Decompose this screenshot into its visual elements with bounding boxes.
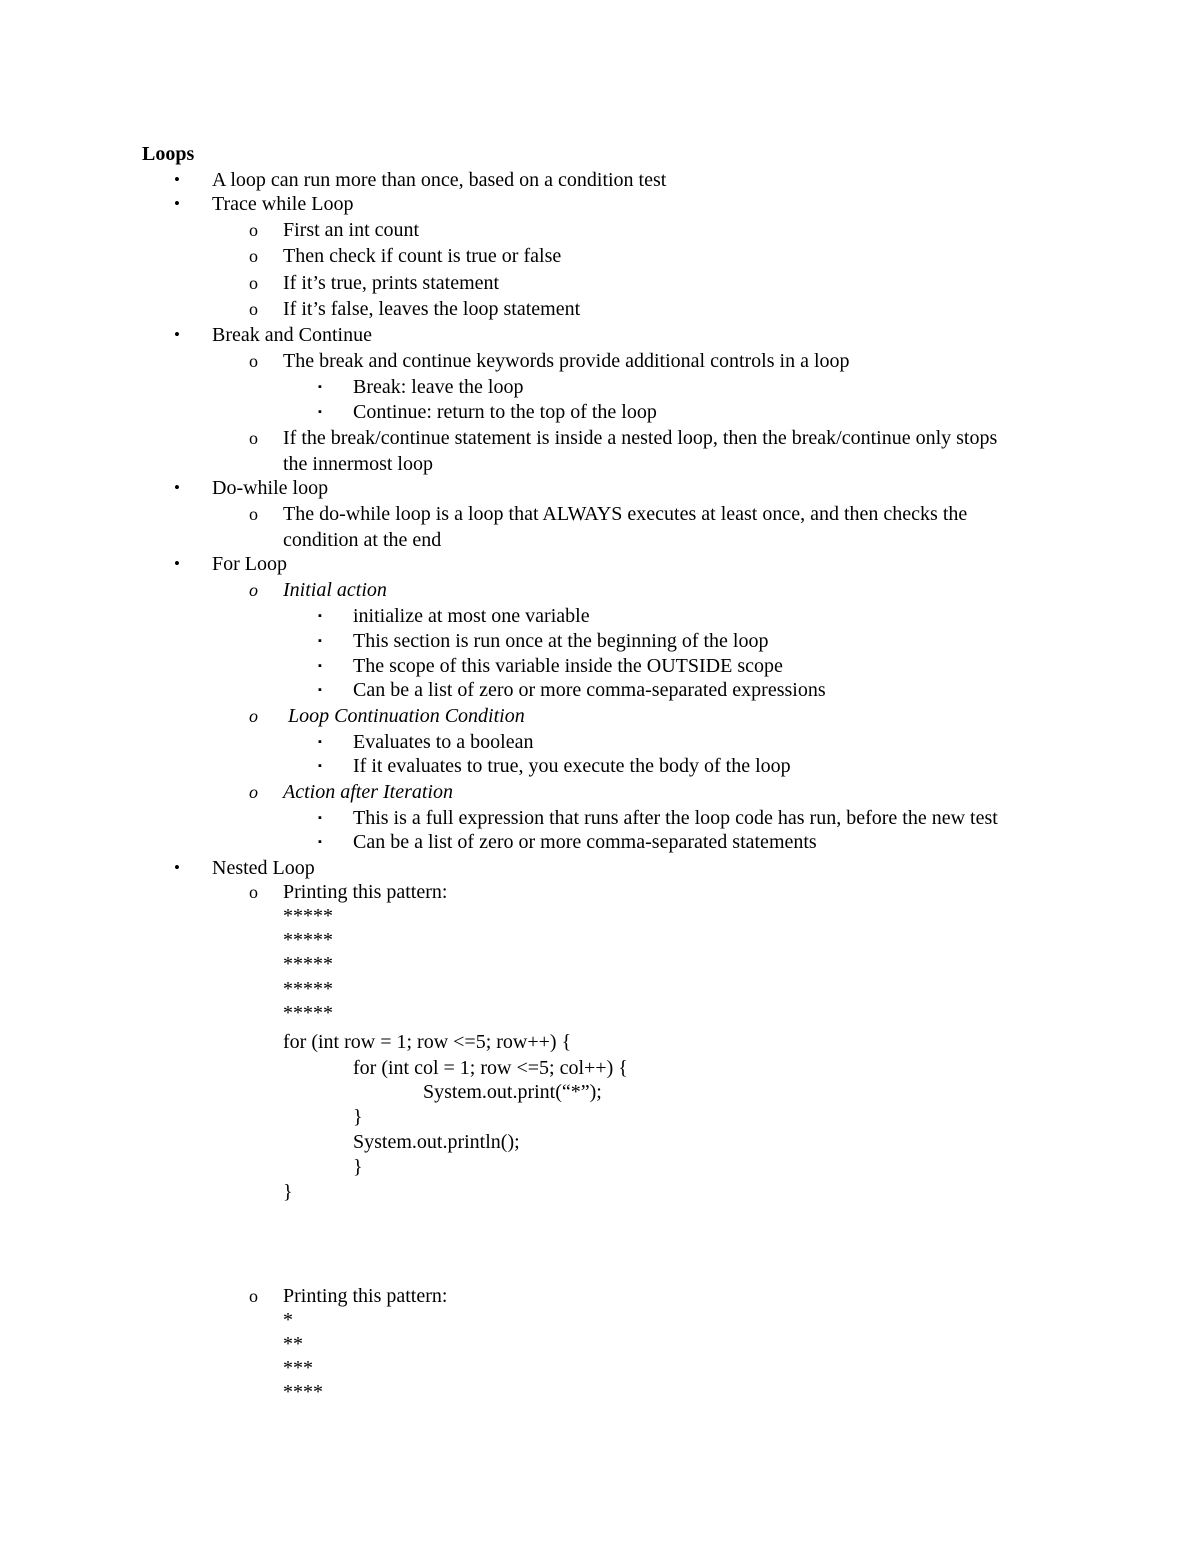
bullet-square: ▪	[318, 684, 322, 696]
bullet-disc: •	[174, 554, 180, 573]
bullet-circle: o	[249, 299, 258, 319]
list-item: This is a full expression that runs after the loop code has run, before the new test	[353, 807, 998, 829]
list-item: Nested Loop	[212, 857, 315, 879]
pattern-line: **	[283, 1333, 303, 1355]
bullet-circle: o	[249, 428, 258, 448]
bullet-disc: •	[174, 858, 180, 877]
bullet-circle: o	[249, 782, 258, 802]
pattern-line: ****	[283, 1381, 323, 1403]
pattern-line: *	[283, 1309, 293, 1331]
bullet-square: ▪	[318, 812, 322, 824]
code-line: }	[353, 1156, 363, 1178]
bullet-circle: o	[249, 706, 258, 726]
bullet-circle: o	[249, 220, 258, 240]
list-item: Evaluates to a boolean	[353, 731, 534, 753]
list-item: The scope of this variable inside the OUTSIDE scope	[353, 655, 783, 677]
bullet-square: ▪	[318, 836, 322, 848]
bullet-circle: o	[249, 246, 258, 266]
pattern-line: *****	[283, 929, 333, 951]
bullet-circle: o	[249, 580, 258, 600]
bullet-circle: o	[249, 1286, 258, 1306]
list-item: If the break/continue statement is inside a nested loop, then the break/continue only stops	[283, 427, 998, 449]
bullet-disc: •	[174, 478, 180, 497]
bullet-disc: •	[174, 170, 180, 189]
bullet-circle: o	[249, 351, 258, 371]
code-line: System.out.println();	[353, 1131, 520, 1153]
code-line: for (int col = 1; row <=5; col++) {	[353, 1057, 628, 1079]
list-item: Continue: return to the top of the loop	[353, 401, 657, 423]
code-line: for (int row = 1; row <=5; row++) {	[283, 1031, 572, 1053]
list-item: Can be a list of zero or more comma-separated statements	[353, 831, 817, 853]
code-line: System.out.print(“*”);	[423, 1081, 602, 1103]
list-item: Trace while Loop	[212, 193, 354, 215]
list-item: If it evaluates to true, you execute the body of the loop	[353, 755, 791, 777]
list-item: This section is run once at the beginning of the loop	[353, 630, 769, 652]
list-item: Initial action	[283, 579, 387, 601]
bullet-square: ▪	[318, 660, 322, 672]
pattern-line: ***	[283, 1357, 313, 1379]
bullet-disc: •	[174, 325, 180, 344]
list-item: initialize at most one variable	[353, 605, 590, 627]
pattern-line: *****	[283, 953, 333, 975]
list-item: The break and continue keywords provide additional controls in a loop	[283, 350, 850, 372]
list-item: Loop Continuation Condition	[288, 705, 525, 727]
bullet-circle: o	[249, 882, 258, 902]
pattern-line: *****	[283, 1002, 333, 1024]
bullet-square: ▪	[318, 760, 322, 772]
list-item: If it’s false, leaves the loop statement	[283, 298, 581, 320]
list-item: Action after Iteration	[283, 781, 453, 803]
bullet-circle: o	[249, 273, 258, 293]
list-item: Do-while loop	[212, 477, 329, 499]
bullet-square: ▪	[318, 736, 322, 748]
code-line: }	[283, 1181, 293, 1203]
bullet-square: ▪	[318, 406, 322, 418]
list-item: For Loop	[212, 553, 287, 575]
list-item: A loop can run more than once, based on a condition test	[212, 169, 667, 191]
bullet-square: ▪	[318, 635, 322, 647]
list-item-continuation: the innermost loop	[283, 453, 433, 475]
list-item: Printing this pattern:	[283, 1285, 448, 1307]
list-item: Then check if count is true or false	[283, 245, 562, 267]
list-item: Printing this pattern:	[283, 881, 448, 903]
doc-title: Loops	[142, 143, 195, 165]
list-item-continuation: condition at the end	[283, 529, 442, 551]
bullet-square: ▪	[318, 381, 322, 393]
list-item: Break: leave the loop	[353, 376, 524, 398]
pattern-line: *****	[283, 978, 333, 1000]
code-line: }	[353, 1106, 363, 1128]
list-item: Break and Continue	[212, 324, 372, 346]
pattern-line: *****	[283, 905, 333, 927]
list-item: If it’s true, prints statement	[283, 272, 500, 294]
bullet-square: ▪	[318, 610, 322, 622]
bullet-circle: o	[249, 504, 258, 524]
bullet-disc: •	[174, 194, 180, 213]
list-item: First an int count	[283, 219, 420, 241]
list-item: Can be a list of zero or more comma-separated expressions	[353, 679, 826, 701]
list-item: The do-while loop is a loop that ALWAYS executes at least once, and then checks the	[283, 503, 968, 525]
